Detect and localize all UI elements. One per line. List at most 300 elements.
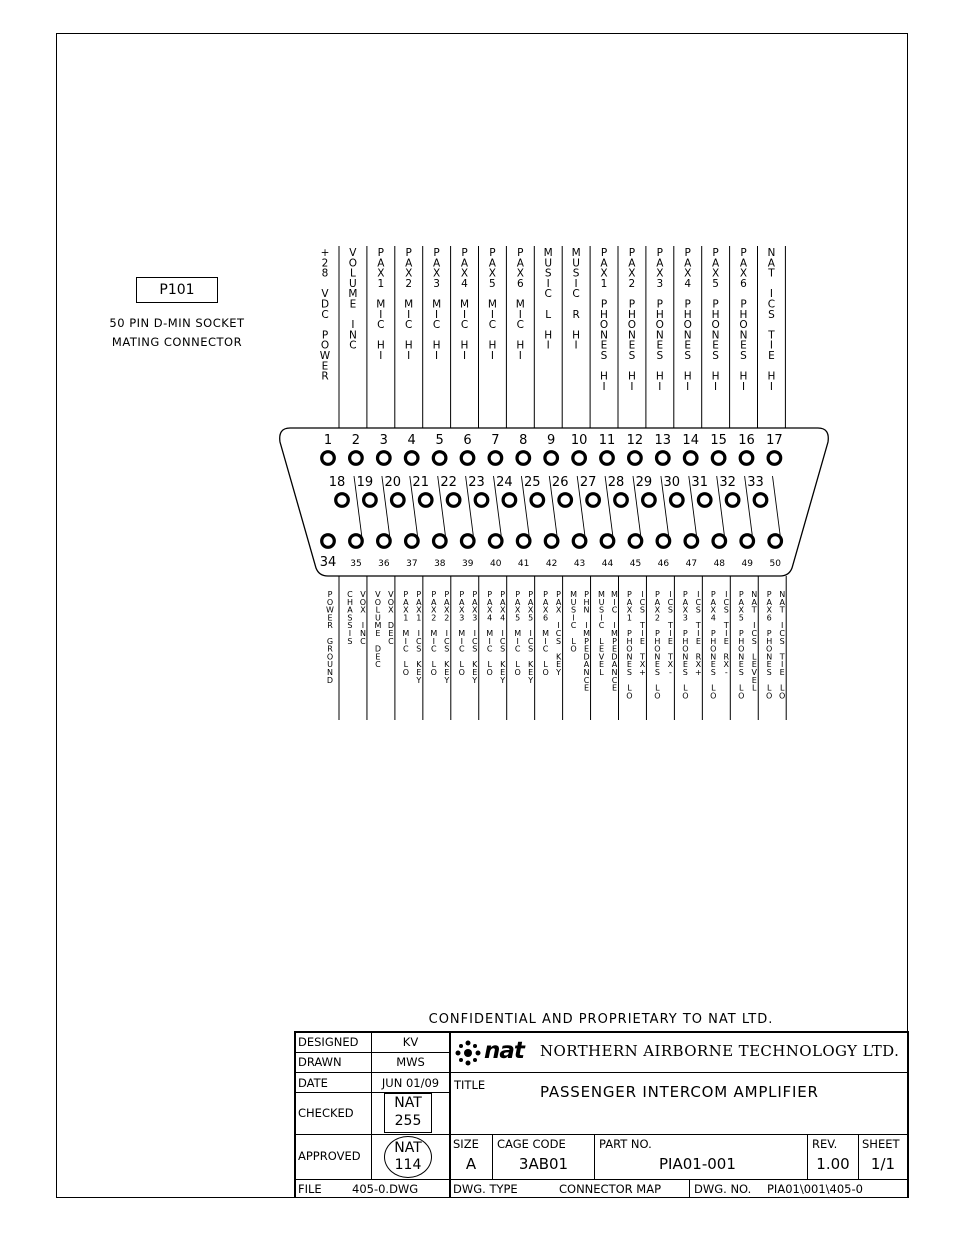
label-char: M — [611, 590, 618, 599]
label-char: A — [779, 597, 785, 607]
pin-number: 25 — [524, 475, 541, 490]
pin-number: 3 — [379, 433, 388, 448]
label-char: I — [725, 629, 728, 638]
label-char: N — [583, 668, 590, 677]
label-char: E — [600, 339, 608, 352]
label-char: I — [669, 629, 672, 638]
label-char: N — [767, 247, 776, 259]
label-char: C — [321, 308, 329, 321]
approved-stamp-line2: 114 — [394, 1157, 422, 1173]
label-char: K — [416, 660, 422, 670]
pin-number: 12 — [626, 433, 644, 448]
label-char: 5 — [712, 277, 719, 290]
pin-separator — [773, 476, 781, 538]
label-char: I — [725, 590, 728, 599]
pin-socket — [615, 494, 628, 507]
pin-number: 41 — [517, 559, 530, 569]
label-char: E — [321, 360, 329, 373]
label-char: A — [555, 597, 562, 607]
label-char: C — [583, 675, 590, 685]
label-char: L — [571, 636, 576, 646]
pin-socket — [531, 494, 544, 507]
label-char: X — [695, 660, 702, 670]
pin-label-bottom — [667, 590, 674, 677]
label-char: V — [598, 652, 605, 662]
label-char: L — [655, 683, 660, 693]
label-char: V — [349, 247, 357, 259]
label-char: P — [461, 247, 468, 259]
label-char: P — [656, 298, 663, 311]
pin-socket — [336, 494, 349, 507]
pin-number: 20 — [384, 475, 402, 490]
label-char: I — [407, 350, 411, 362]
label-char: C — [598, 621, 605, 631]
pin-label-top — [600, 247, 609, 393]
label-char: S — [639, 605, 645, 615]
label-char: Y — [416, 675, 422, 685]
label-char: S — [628, 350, 636, 362]
label-char: A — [656, 257, 664, 270]
label-char: P — [710, 590, 716, 599]
pin-socket — [350, 535, 363, 548]
pin-label-bottom — [458, 590, 465, 677]
label-char: N — [583, 605, 590, 615]
label-char: M — [571, 247, 581, 259]
label-char: I — [658, 380, 662, 393]
label-char: H — [626, 636, 633, 646]
label-char: A — [684, 257, 692, 270]
label-char: O — [626, 691, 633, 701]
label-char: O — [739, 319, 748, 332]
pin-label-top — [348, 247, 357, 352]
label-char: H — [766, 636, 773, 646]
label-char: P — [487, 590, 493, 599]
pin-socket — [684, 452, 697, 465]
label-char: E — [500, 668, 506, 677]
label-char: - — [668, 668, 672, 677]
pin-number: 43 — [573, 559, 586, 569]
label-char: E — [327, 613, 333, 623]
label-char: O — [627, 319, 637, 332]
pin-socket — [475, 494, 488, 507]
label-char: 4 — [500, 613, 506, 623]
label-char: P — [500, 590, 506, 599]
pin-number: 14 — [682, 433, 699, 448]
label-char: C — [471, 636, 478, 646]
label-char: O — [779, 691, 786, 701]
label-char: Y — [472, 675, 478, 685]
pin-number: 26 — [551, 475, 569, 490]
approved-stamp-line1: NAT — [394, 1140, 422, 1156]
pin-socket — [503, 494, 516, 507]
label-char: C — [488, 319, 497, 332]
confidential-notice: CONFIDENTIAL AND PROPRIETARY TO NAT LTD. — [428, 1012, 774, 1027]
label-char: K — [528, 660, 534, 670]
label-char: N — [739, 329, 748, 342]
label-char: N — [655, 329, 664, 342]
label-char: L — [459, 660, 464, 670]
part-no-value: PIA01-001 — [659, 1155, 736, 1173]
pin-socket — [657, 452, 670, 465]
pin-number: 48 — [713, 559, 726, 569]
label-char: V — [388, 590, 394, 599]
label-char: P — [431, 590, 437, 599]
label-char: P — [628, 247, 636, 259]
label-char: P — [327, 590, 333, 599]
cage-code-label: CAGE CODE — [497, 1137, 566, 1151]
label-char: O — [738, 691, 745, 701]
label-char: K — [472, 660, 478, 670]
label-char: V — [321, 288, 329, 301]
label-char: I — [518, 350, 522, 362]
label-char: I — [462, 308, 467, 321]
label-char: C — [486, 644, 493, 654]
checked-stamp-line1: NAT — [394, 1095, 422, 1111]
label-char: H — [460, 339, 469, 352]
pin-label-bottom — [471, 590, 478, 685]
label-char: H — [655, 370, 664, 383]
label-char: 4 — [461, 277, 468, 290]
label-char: M — [376, 298, 386, 311]
pin-socket — [587, 494, 600, 507]
label-char: O — [514, 668, 521, 677]
label-char: D — [387, 621, 394, 631]
label-char: E — [751, 675, 757, 685]
label-char: I — [600, 613, 603, 623]
file-label: FILE — [298, 1182, 322, 1196]
label-char: X — [431, 605, 437, 615]
label-char: O — [599, 319, 609, 332]
label-char: Y — [444, 675, 450, 685]
label-char: A — [710, 597, 717, 607]
label-char: D — [326, 675, 334, 685]
plug-description-line1: 50 PIN D-MIN SOCKET — [109, 316, 245, 330]
label-char: I — [417, 629, 421, 638]
label-char: I — [348, 629, 352, 638]
pin-number: 47 — [685, 559, 698, 569]
label-char: I — [697, 629, 700, 638]
label-char: E — [712, 339, 719, 352]
label-char: M — [374, 621, 382, 631]
label-char: C — [767, 298, 776, 311]
label-char: X — [654, 605, 661, 615]
label-char: I — [546, 277, 550, 290]
label-char: K — [500, 660, 506, 670]
label-char: L — [515, 660, 520, 670]
label-char: E — [444, 668, 450, 677]
approved-label: APPROVED — [298, 1149, 361, 1163]
label-char: U — [544, 257, 553, 270]
label-char: C — [751, 629, 758, 638]
label-char: S — [571, 605, 577, 615]
label-char: L — [543, 660, 548, 670]
pin-label-bottom — [555, 590, 562, 677]
pin-label-top — [320, 247, 331, 383]
label-char: M — [514, 629, 522, 638]
pin-number: 1 — [323, 433, 333, 448]
label-char: C — [779, 629, 785, 638]
label-char: I — [781, 621, 784, 631]
label-char: A — [766, 597, 772, 607]
label-char: O — [766, 691, 773, 701]
label-char: O — [326, 652, 334, 662]
label-char: C — [570, 621, 577, 631]
label-char: I — [769, 339, 773, 352]
pin-number: 16 — [738, 433, 755, 448]
label-char: D — [320, 298, 330, 311]
label-char: 4 — [487, 613, 493, 623]
pin-number: 5 — [435, 433, 444, 448]
label-char: M — [542, 629, 550, 638]
label-char: P — [584, 636, 589, 646]
label-char: O — [682, 644, 689, 654]
label-char: A — [751, 597, 757, 607]
pin-socket — [545, 535, 558, 548]
pin-socket — [378, 452, 391, 465]
label-char: I — [613, 597, 616, 607]
label-char: Y — [500, 675, 506, 685]
label-char: M — [459, 298, 470, 311]
pin-socket — [769, 535, 782, 548]
label-char: I — [445, 629, 448, 638]
pin-number: 28 — [607, 475, 625, 490]
label-char: A — [460, 257, 469, 270]
label-char: I — [546, 339, 550, 352]
pin-number: 17 — [766, 433, 783, 448]
label-char: X — [444, 605, 450, 615]
label-char: H — [683, 370, 692, 383]
label-char: A — [628, 257, 636, 270]
label-char: S — [572, 267, 580, 280]
label-char: I — [460, 636, 463, 646]
label-char: H — [627, 308, 636, 321]
cage-code-value: 3AB01 — [518, 1155, 569, 1173]
label-char: E — [626, 660, 632, 670]
pin-number: 46 — [657, 559, 670, 569]
pin-socket — [322, 535, 335, 548]
label-char: Y — [556, 668, 562, 677]
dwg-type-value: CONNECTOR MAP — [559, 1182, 662, 1196]
label-char: H — [572, 329, 581, 342]
pin-number: 2 — [351, 433, 361, 448]
checked-stamp — [384, 1093, 432, 1133]
label-char: X — [626, 605, 633, 615]
label-char: A — [682, 597, 689, 607]
label-char: N — [683, 329, 692, 342]
pin-label-bottom — [654, 590, 660, 700]
pin-socket — [726, 494, 739, 507]
pin-socket — [433, 452, 446, 465]
label-char: C — [499, 636, 506, 646]
label-char: X — [488, 267, 497, 280]
label-char: R — [572, 308, 580, 321]
label-char: E — [375, 629, 381, 638]
label-char: + — [694, 668, 702, 677]
label-char: S — [751, 636, 757, 646]
label-char: S — [528, 644, 534, 654]
label-char: C — [432, 319, 441, 332]
label-char: L — [766, 683, 772, 693]
pin-label-bottom — [766, 590, 772, 700]
label-char: T — [695, 621, 701, 631]
pin-label-bottom — [430, 590, 437, 677]
label-char: O — [402, 668, 409, 677]
label-char: A — [499, 597, 506, 607]
label-char: X — [723, 660, 730, 670]
pin-socket — [405, 452, 418, 465]
label-char: S — [695, 605, 701, 615]
label-char: L — [711, 683, 716, 693]
label-char: C — [542, 644, 549, 654]
sheet-value: 1/1 — [870, 1155, 896, 1173]
label-char: I — [585, 621, 588, 631]
label-char: H — [583, 597, 590, 607]
label-char: C — [555, 629, 562, 638]
label-char: 1 — [600, 277, 608, 290]
label-char: P — [654, 629, 660, 638]
label-char: 5 — [489, 277, 496, 290]
pin-socket — [629, 452, 642, 465]
label-char: H — [488, 339, 497, 352]
label-char: O — [710, 691, 717, 701]
pin-socket — [601, 535, 614, 548]
label-char: E — [584, 644, 590, 654]
label-char: O — [626, 644, 633, 654]
label-char: G — [326, 636, 334, 646]
label-char: S — [667, 605, 673, 615]
label-char: N — [348, 329, 357, 342]
label-char: R — [327, 644, 333, 654]
label-char: P — [766, 629, 772, 638]
label-char: S — [768, 308, 775, 321]
label-char: C — [416, 636, 422, 646]
pin-label-top — [572, 247, 581, 352]
label-char: X — [432, 267, 441, 280]
pin-socket — [406, 535, 419, 548]
pin-label-top — [711, 247, 720, 393]
pin-number: 35 — [350, 559, 362, 569]
label-char: S — [544, 267, 552, 280]
label-char: P — [543, 590, 549, 599]
label-char: S — [738, 668, 744, 677]
label-char: I — [404, 636, 408, 646]
label-char: I — [697, 590, 700, 599]
label-char: O — [654, 644, 661, 654]
pin-label-top — [739, 247, 748, 393]
label-char: C — [544, 288, 552, 301]
label-char: R — [327, 621, 333, 631]
pin-socket — [657, 535, 670, 548]
label-char: M — [598, 590, 605, 599]
label-char: H — [710, 636, 717, 646]
pin-label-bottom — [570, 590, 577, 654]
label-char: U — [349, 277, 357, 290]
label-char: O — [654, 691, 661, 701]
pin-label-bottom — [710, 590, 716, 700]
label-char: M — [543, 247, 553, 259]
label-char: I — [669, 590, 672, 599]
label-char: A — [516, 257, 524, 270]
pin-number: 31 — [691, 475, 708, 490]
label-char: E — [723, 636, 729, 646]
label-char: S — [472, 644, 478, 654]
label-char: P — [459, 590, 465, 599]
pin-number: 18 — [328, 475, 346, 490]
label-char: E — [639, 636, 645, 646]
label-char: I — [462, 350, 467, 362]
label-char: R — [695, 652, 702, 662]
label-char: N — [751, 590, 758, 599]
label-char: E — [375, 652, 381, 662]
label-char: 3 — [472, 613, 478, 623]
label-char: E — [654, 660, 660, 670]
label-char: 1 — [416, 613, 422, 623]
label-char: I — [602, 380, 606, 393]
label-char: E — [684, 339, 692, 352]
checked-stamp-line2: 255 — [394, 1113, 422, 1129]
label-char: E — [598, 644, 605, 654]
designed-label: DESIGNED — [298, 1035, 359, 1049]
label-char: N — [710, 652, 717, 662]
label-char: C — [458, 644, 465, 654]
label-char: 3 — [433, 277, 440, 290]
label-char: I — [714, 380, 718, 393]
label-char: T — [640, 621, 645, 631]
label-char: P — [403, 590, 409, 599]
label-char: 5 — [528, 613, 534, 623]
pin-number: 38 — [434, 559, 446, 569]
pin-socket — [350, 452, 363, 465]
size-label: SIZE — [453, 1137, 479, 1151]
label-char: W — [326, 605, 334, 615]
pin-socket — [447, 494, 460, 507]
label-char: C — [639, 597, 646, 607]
label-char: P — [584, 590, 589, 599]
label-char: H — [432, 339, 441, 352]
label-char: R — [723, 652, 730, 662]
label-char: 3 — [459, 613, 465, 623]
company-name: NORTHERN AIRBORNE TECHNOLOGY LTD. — [540, 1042, 900, 1060]
label-char: P — [405, 247, 412, 259]
label-char: T — [640, 652, 645, 662]
label-char: M — [486, 629, 494, 638]
label-char: A — [626, 597, 633, 607]
label-char: V — [751, 668, 757, 677]
label-char: X — [738, 605, 744, 615]
label-char: A — [431, 597, 437, 607]
label-char: P — [489, 247, 496, 259]
label-char: N — [600, 329, 608, 342]
label-char: L — [739, 683, 744, 693]
label-char: U — [570, 597, 577, 607]
label-char: P — [710, 629, 716, 638]
label-char: I — [574, 339, 578, 352]
label-char: S — [598, 605, 605, 615]
label-char: I — [613, 621, 616, 631]
label-char: P — [654, 590, 660, 599]
pin-number: 32 — [719, 475, 736, 490]
label-char: E — [472, 668, 478, 677]
pin-socket — [573, 452, 586, 465]
pin-label-bottom — [415, 590, 422, 685]
label-char: X — [711, 267, 720, 280]
label-char: X — [710, 605, 717, 615]
label-char: H — [683, 308, 692, 321]
pin-label-bottom — [695, 590, 702, 677]
pin-label-bottom — [326, 590, 334, 685]
label-char: I — [641, 629, 644, 638]
label-char: I — [473, 629, 476, 638]
